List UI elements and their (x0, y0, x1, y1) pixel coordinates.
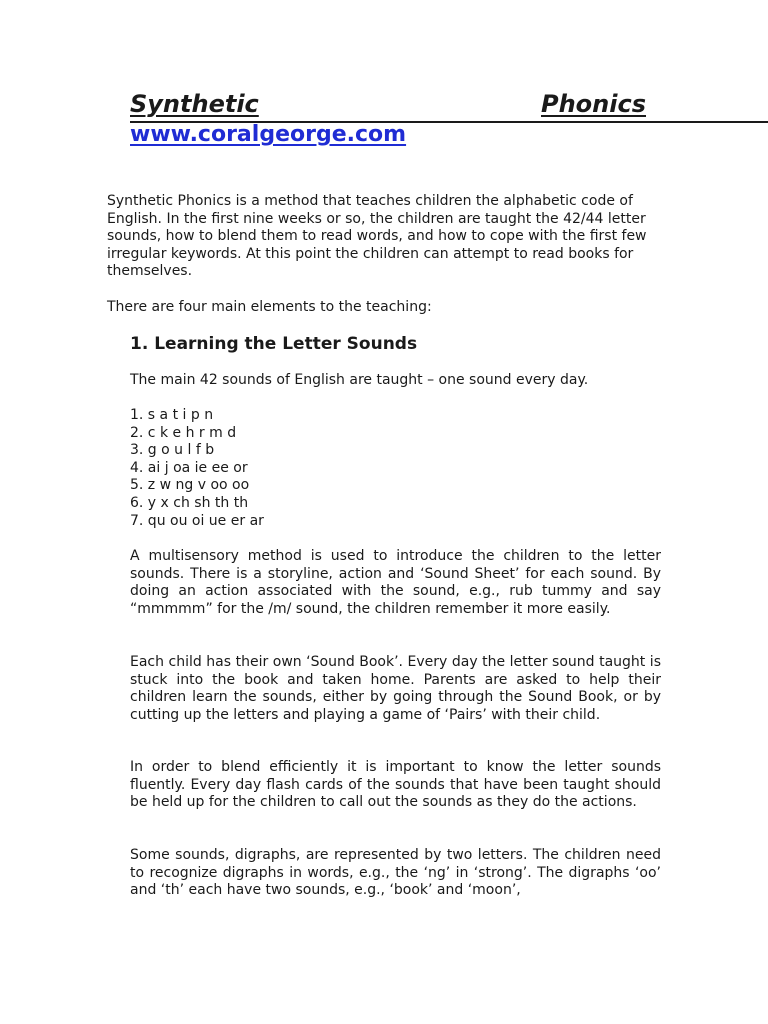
section-heading-letter-sounds: 1. Learning the Letter Sounds (130, 334, 418, 354)
document-title (130, 89, 768, 123)
sound-group-item: 4. ai j oa ie ee or (130, 459, 248, 476)
blending-paragraph: In order to blend efficiently it is important to know the letter sounds fluently. Every day flash cards of the sounds that have been taught should be held up for the children to call out the sounds as they do the actions. (130, 759, 661, 811)
sound-groups-list (130, 407, 264, 530)
title-word-phonics: Phonics (541, 90, 646, 118)
sound-group-item: 2. c k e h r m d (130, 424, 237, 441)
sound-group-item: 7. qu ou oi ue er ar (130, 512, 264, 529)
sounds-intro-line: The main 42 sounds of English are taught – one sound every day. (130, 372, 589, 388)
digraphs-paragraph: Some sounds, digraphs, are represented by two letters. The children need to recognize digraphs in words, e.g., the ‘ng’ in ‘strong’. The digraphs ‘oo’ and ‘th’ each have two sounds, e.g., ‘book’ and ‘moon’, (130, 847, 661, 899)
intro-paragraph: Synthetic Phonics is a method that teaches children the alphabetic code of English. In the first nine weeks or so, the children are taught the 42/44 letter sounds, how to blend them to read words, and how to cope with the first few irregular keywords. At this point the children can attempt to read books for themselves. (107, 193, 647, 280)
sound-group-item: 1. s a t i p n (130, 407, 214, 423)
multisensory-paragraph: A multisensory method is used to introduce the children to the letter sounds. There is a storyline, action and ‘Sound Sheet’ for each sound. By doing an action associated with the sound, e.g., rub tummy and say “mmmmm” for the /m/ sound, the children remember it more easily. (130, 548, 661, 617)
elements-intro-line: There are four main elements to the teaching: (107, 299, 432, 315)
sound-book-paragraph: Each child has their own ‘Sound Book’. Every day the letter sound taught is stuck into the book and taken home. Parents are asked to help their children learn the sounds, either by going through the Sound Book, or by cutting up the letters and playing a game of ‘Pairs’ with their child. (130, 654, 661, 723)
sound-group-item: 6. y x ch sh th th (130, 494, 249, 511)
sound-group-item: 5. z w ng v oo oo (130, 477, 250, 494)
website-link[interactable]: www.coralgeorge.com (130, 122, 407, 147)
sound-group-item: 3. g o u l f b (130, 442, 215, 459)
title-word-synthetic: Synthetic (130, 90, 259, 118)
